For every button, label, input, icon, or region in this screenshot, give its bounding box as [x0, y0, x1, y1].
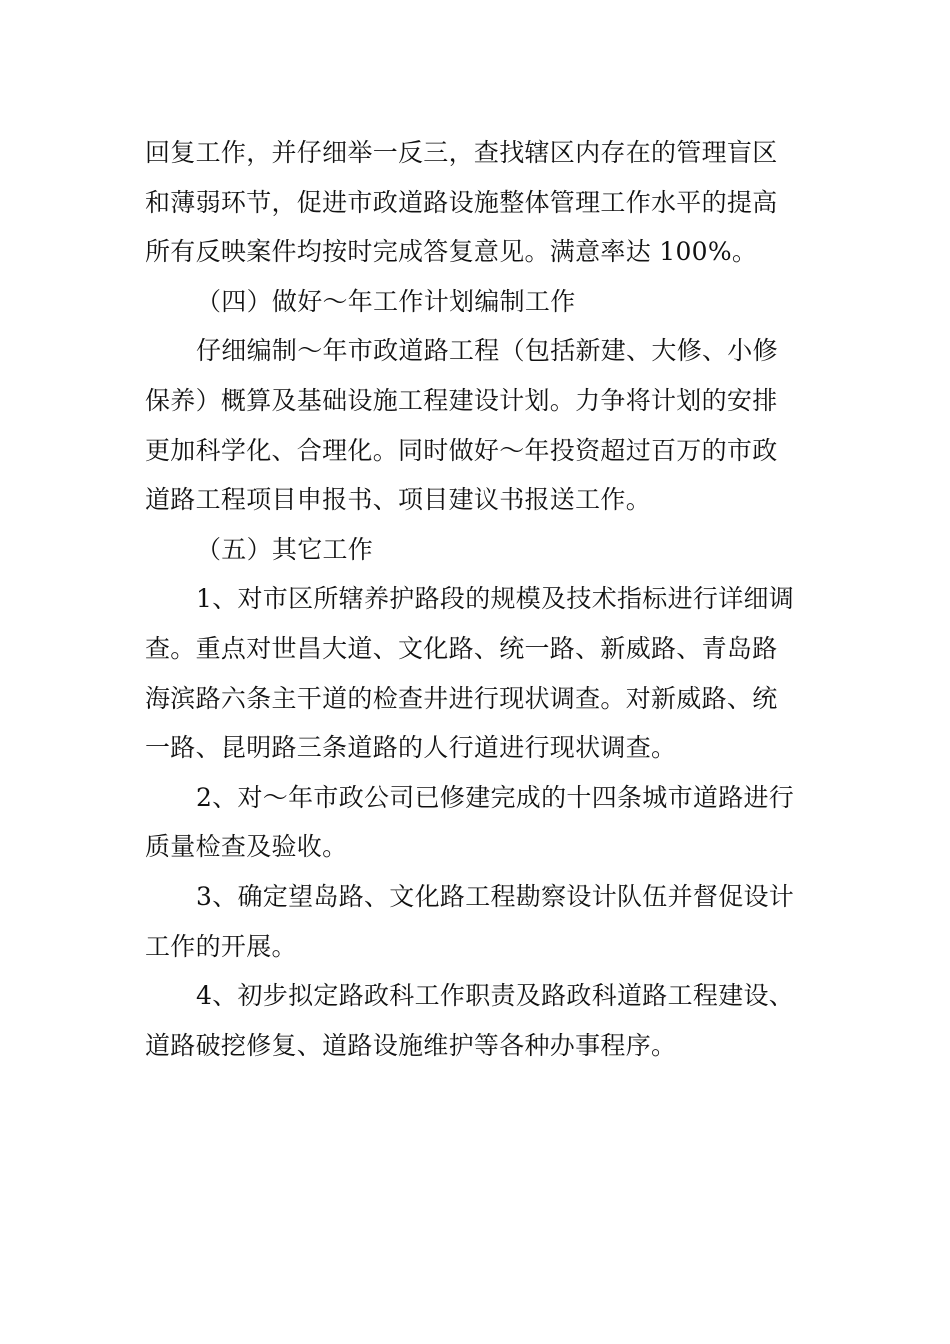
section-heading-5: （五）其它工作: [196, 534, 374, 564]
text-line: 海滨路六条主干道的检查井进行现状调查。对新威路、统: [145, 683, 778, 713]
text-line: 保养）概算及基础设施工程建设计划。力争将计划的安排: [145, 385, 778, 415]
list-item-1: 1、对市区所辖养护路段的规模及技术指标进行详细调: [196, 584, 795, 614]
text-line: 质量检查及验收。: [145, 832, 348, 862]
list-item-3: 3、确定望岛路、文化路工程勘察设计队伍并督促设计: [196, 881, 795, 911]
list-item-2: 2、对～年市政公司已修建完成的十四条城市道路进行: [196, 782, 795, 812]
text-line: 查。重点对世昌大道、文化路、统一路、新威路、青岛路: [145, 633, 778, 663]
text-line: 道路工程项目申报书、项目建议书报送工作。: [145, 485, 652, 515]
text-line: 道路破挖修复、道路设施维护等各种办事程序。: [145, 1030, 677, 1060]
text-line: 所有反映案件均按时完成答复意见。满意率达 100%。: [145, 237, 758, 267]
text-line: 工作的开展。: [145, 931, 297, 961]
text-line: 更加科学化、合理化。同时做好～年投资超过百万的市政: [145, 435, 778, 465]
text-line: 和薄弱环节，促进市政道路设施整体管理工作水平的提高: [145, 187, 778, 217]
text-line: 一路、昆明路三条道路的人行道进行现状调查。: [145, 733, 677, 763]
section-heading-4: （四）做好～年工作计划编制工作: [196, 286, 576, 316]
list-item-4: 4、初步拟定路政科工作职责及路政科道路工程建设、: [196, 981, 795, 1011]
text-line: 仔细编制～年市政道路工程（包括新建、大修、小修: [196, 336, 778, 366]
text-line: 回复工作，并仔细举一反三，查找辖区内存在的管理盲区: [145, 138, 778, 167]
document-body: [145, 128, 810, 1070]
